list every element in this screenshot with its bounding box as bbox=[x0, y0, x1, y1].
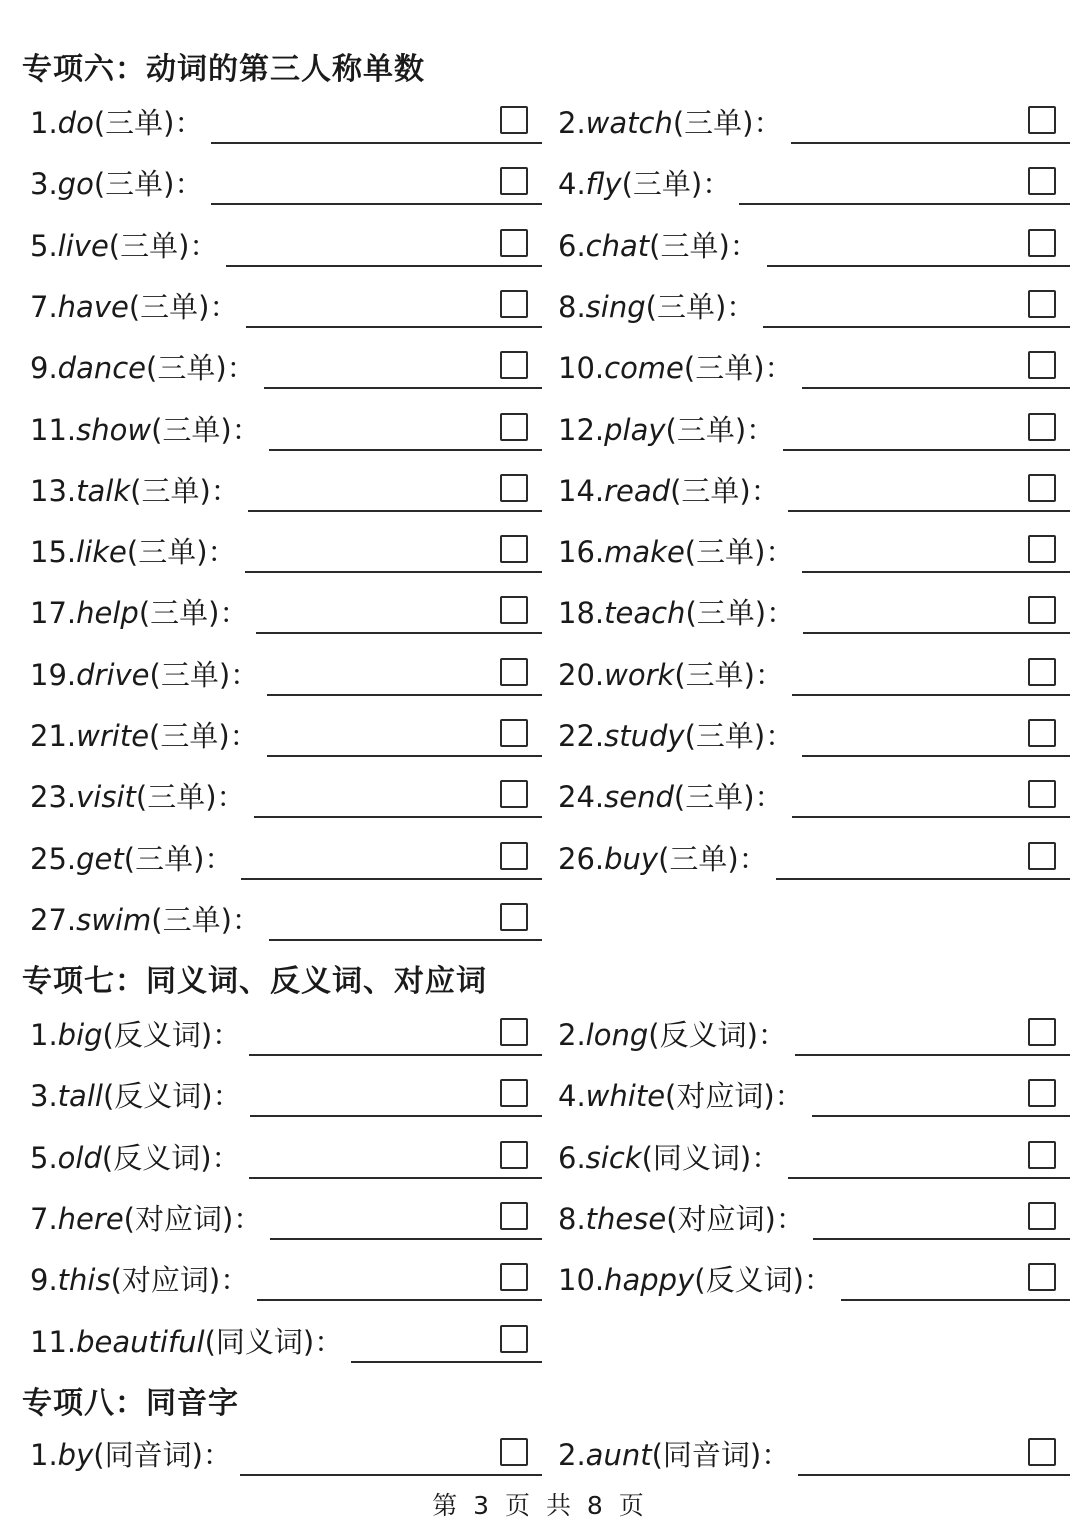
item-instruction: (对应词)： bbox=[123, 1201, 263, 1236]
exercise-item bbox=[30, 345, 542, 389]
item-number: 21. bbox=[30, 719, 77, 753]
checkbox[interactable] bbox=[500, 413, 528, 441]
exercise-label bbox=[30, 474, 240, 512]
item-word: these bbox=[585, 1201, 667, 1236]
item-instruction: (三单)： bbox=[665, 412, 776, 447]
item-word: study bbox=[604, 719, 685, 753]
item-instruction: (三单)： bbox=[674, 657, 784, 692]
exercise-item bbox=[558, 1135, 1070, 1179]
answer-blank[interactable] bbox=[248, 482, 542, 512]
exercise-item bbox=[30, 1135, 542, 1179]
answer-blank[interactable] bbox=[249, 1026, 542, 1056]
item-word: go bbox=[57, 167, 94, 202]
answer-blank[interactable] bbox=[767, 237, 1070, 267]
item-instruction: (三单)： bbox=[670, 473, 780, 508]
exercise-label bbox=[30, 1263, 249, 1301]
item-number: 2. bbox=[558, 106, 586, 140]
page-footer: 第 3 页 共 8 页 bbox=[432, 1491, 648, 1520]
answer-blank[interactable] bbox=[267, 666, 542, 696]
item-instruction: (同义词)： bbox=[204, 1324, 344, 1359]
checkbox[interactable] bbox=[1028, 719, 1056, 747]
checkbox[interactable] bbox=[1028, 1438, 1056, 1466]
item-word: beautiful bbox=[76, 1324, 205, 1359]
answer-blank[interactable] bbox=[802, 727, 1070, 757]
item-number: 18. bbox=[558, 596, 605, 631]
exercise-label bbox=[30, 229, 218, 267]
exercise-item bbox=[558, 1196, 1070, 1240]
exercise-label bbox=[558, 535, 794, 573]
item-number: 2. bbox=[558, 1438, 586, 1472]
answer-blank[interactable] bbox=[795, 1026, 1070, 1056]
answer-blank[interactable] bbox=[792, 666, 1070, 696]
section-title-8: 专项八：同音字 bbox=[22, 1386, 239, 1421]
exercise-item bbox=[558, 284, 1070, 328]
item-word: do bbox=[57, 106, 94, 140]
answer-blank[interactable] bbox=[803, 604, 1070, 634]
item-instruction: (三单)： bbox=[149, 719, 259, 753]
item-instruction: (三单)： bbox=[683, 351, 794, 386]
item-word: tall bbox=[57, 1079, 103, 1114]
answer-blank[interactable] bbox=[763, 298, 1070, 328]
answer-blank[interactable] bbox=[241, 850, 542, 880]
item-instruction: (三单)： bbox=[672, 106, 783, 140]
item-instruction: (同音词)： bbox=[93, 1438, 232, 1472]
checkbox[interactable] bbox=[1028, 1079, 1056, 1107]
exercise-item bbox=[30, 407, 542, 451]
item-number: 7. bbox=[30, 289, 58, 324]
answer-blank[interactable] bbox=[788, 1149, 1070, 1179]
item-instruction: (三单)： bbox=[684, 719, 795, 753]
item-word: sing bbox=[585, 289, 646, 324]
item-instruction: (三单)： bbox=[123, 841, 234, 876]
exercise-label bbox=[30, 596, 248, 634]
answer-blank[interactable] bbox=[226, 237, 542, 267]
checkbox[interactable] bbox=[500, 229, 528, 257]
item-number: 8. bbox=[558, 289, 586, 324]
exercise-item bbox=[558, 407, 1070, 451]
checkbox[interactable] bbox=[500, 780, 528, 808]
item-instruction: (三单)： bbox=[146, 351, 256, 386]
answer-blank[interactable] bbox=[211, 114, 542, 144]
item-number: 4. bbox=[558, 1079, 586, 1114]
item-word: help bbox=[76, 596, 139, 631]
answer-blank[interactable] bbox=[792, 788, 1070, 818]
exercise-item bbox=[30, 1196, 542, 1240]
exercise-item bbox=[558, 774, 1070, 818]
answer-blank[interactable] bbox=[788, 482, 1070, 512]
exercise-label bbox=[30, 1018, 241, 1056]
exercise-label bbox=[30, 1202, 262, 1240]
exercise-item bbox=[30, 1432, 542, 1476]
section-title-6: 专项六：动词的第三人称单数 bbox=[22, 52, 425, 87]
exercise-item bbox=[558, 1073, 1070, 1117]
checkbox[interactable] bbox=[1028, 535, 1056, 563]
checkbox[interactable] bbox=[500, 1438, 528, 1466]
exercise-label bbox=[30, 1325, 343, 1363]
checkbox[interactable] bbox=[500, 1018, 528, 1046]
exercise-item bbox=[558, 590, 1070, 634]
exercise-label bbox=[30, 1141, 241, 1179]
item-instruction: (三单)： bbox=[93, 106, 204, 140]
item-word: white bbox=[585, 1079, 666, 1114]
item-instruction: (三单)： bbox=[126, 535, 237, 570]
answer-blank[interactable] bbox=[739, 175, 1070, 205]
item-word: make bbox=[604, 535, 685, 570]
item-instruction: (三单)： bbox=[684, 535, 795, 570]
item-number: 11. bbox=[30, 412, 77, 447]
exercise-label bbox=[30, 658, 259, 696]
exercise-item bbox=[30, 223, 542, 267]
item-word: old bbox=[57, 1140, 102, 1175]
answer-blank[interactable] bbox=[256, 604, 542, 634]
exercise-item bbox=[30, 1073, 542, 1117]
checkbox[interactable] bbox=[1028, 1141, 1056, 1169]
checkbox[interactable] bbox=[500, 290, 528, 318]
exercise-item bbox=[558, 345, 1070, 389]
item-number: 7. bbox=[30, 1201, 58, 1236]
item-number: 13. bbox=[30, 473, 77, 508]
answer-blank[interactable] bbox=[798, 1446, 1070, 1476]
exercise-item bbox=[558, 652, 1070, 696]
item-word: by bbox=[57, 1438, 94, 1472]
checkbox[interactable] bbox=[500, 474, 528, 502]
item-word: drive bbox=[76, 657, 150, 692]
checkbox[interactable] bbox=[1028, 229, 1056, 257]
item-word: get bbox=[76, 841, 124, 876]
item-number: 23. bbox=[30, 780, 77, 815]
item-instruction: (同音词)： bbox=[651, 1438, 791, 1472]
item-word: watch bbox=[585, 106, 673, 140]
item-number: 1. bbox=[30, 106, 58, 140]
item-instruction: (三单)： bbox=[93, 167, 204, 202]
checkbox[interactable] bbox=[1028, 351, 1056, 379]
item-instruction: (反义词)： bbox=[101, 1140, 241, 1175]
exercise-label bbox=[30, 351, 256, 389]
exercise-item bbox=[558, 713, 1070, 757]
answer-blank[interactable] bbox=[783, 421, 1070, 451]
item-number: 3. bbox=[30, 167, 58, 202]
answer-blank[interactable] bbox=[841, 1271, 1070, 1301]
item-word: like bbox=[76, 535, 127, 570]
exercise-item bbox=[30, 1012, 542, 1056]
exercise-label bbox=[30, 1438, 232, 1476]
item-number: 5. bbox=[30, 1140, 58, 1175]
item-instruction: (反义词)： bbox=[648, 1018, 787, 1052]
checkbox[interactable] bbox=[500, 658, 528, 686]
item-instruction: (三单)： bbox=[649, 228, 759, 263]
exercise-item bbox=[558, 529, 1070, 573]
answer-blank[interactable] bbox=[267, 727, 542, 757]
item-word: work bbox=[604, 657, 675, 692]
exercise-item bbox=[558, 468, 1070, 512]
item-instruction: (三单)： bbox=[108, 228, 219, 263]
item-word: send bbox=[604, 780, 674, 815]
exercise-item bbox=[30, 1257, 542, 1301]
item-word: aunt bbox=[585, 1438, 652, 1472]
item-number: 6. bbox=[558, 1140, 586, 1175]
item-word: big bbox=[57, 1018, 103, 1052]
item-instruction: (对应词)： bbox=[666, 1201, 805, 1236]
checkbox[interactable] bbox=[500, 1079, 528, 1107]
item-word: long bbox=[585, 1018, 649, 1052]
exercise-label bbox=[558, 413, 775, 451]
answer-blank[interactable] bbox=[254, 788, 542, 818]
answer-blank[interactable] bbox=[791, 114, 1071, 144]
item-instruction: (三单)： bbox=[130, 473, 240, 508]
item-number: 20. bbox=[558, 657, 605, 692]
answer-blank[interactable] bbox=[250, 1087, 542, 1117]
exercise-label bbox=[30, 719, 259, 757]
item-number: 12. bbox=[558, 412, 605, 447]
item-number: 3. bbox=[30, 1079, 58, 1114]
answer-blank[interactable] bbox=[249, 1149, 542, 1179]
item-number: 16. bbox=[558, 535, 605, 570]
checkbox[interactable] bbox=[500, 596, 528, 624]
item-number: 6. bbox=[558, 228, 586, 263]
item-instruction: (三单)： bbox=[128, 289, 239, 324]
exercise-item bbox=[558, 1012, 1070, 1056]
item-number: 10. bbox=[558, 351, 605, 386]
item-number: 25. bbox=[30, 841, 77, 876]
item-instruction: (三单)： bbox=[685, 596, 796, 631]
exercise-item bbox=[30, 590, 542, 634]
item-number: 9. bbox=[30, 351, 58, 386]
item-word: here bbox=[57, 1201, 124, 1236]
checkbox[interactable] bbox=[500, 1141, 528, 1169]
checkbox[interactable] bbox=[500, 351, 528, 379]
item-instruction: (三单)： bbox=[135, 780, 246, 815]
checkbox[interactable] bbox=[500, 167, 528, 195]
answer-blank[interactable] bbox=[813, 1210, 1070, 1240]
item-instruction: (三单)： bbox=[645, 289, 756, 324]
item-number: 22. bbox=[558, 719, 605, 753]
checkbox[interactable] bbox=[500, 535, 528, 563]
checkbox[interactable] bbox=[500, 1263, 528, 1291]
exercise-item bbox=[558, 223, 1070, 267]
item-instruction: (三单)： bbox=[673, 780, 784, 815]
item-number: 11. bbox=[30, 1324, 77, 1359]
item-instruction: (三单)： bbox=[138, 596, 249, 631]
answer-blank[interactable] bbox=[812, 1087, 1070, 1117]
item-word: write bbox=[76, 719, 150, 753]
exercise-label bbox=[558, 842, 768, 880]
checkbox[interactable] bbox=[500, 903, 528, 931]
item-word: fly bbox=[585, 167, 622, 202]
item-instruction: (反义词)： bbox=[102, 1018, 242, 1052]
item-number: 24. bbox=[558, 780, 605, 815]
item-word: chat bbox=[585, 228, 650, 263]
item-number: 1. bbox=[30, 1438, 58, 1472]
item-word: read bbox=[604, 473, 671, 508]
item-instruction: (三单)： bbox=[658, 841, 768, 876]
item-word: visit bbox=[76, 780, 136, 815]
exercise-label bbox=[558, 1018, 787, 1056]
answer-blank[interactable] bbox=[245, 543, 542, 573]
item-instruction: (反义词)： bbox=[102, 1079, 242, 1114]
exercise-label bbox=[30, 842, 233, 880]
checkbox[interactable] bbox=[1028, 1263, 1056, 1291]
answer-blank[interactable] bbox=[211, 175, 542, 205]
item-instruction: (反义词)： bbox=[694, 1263, 833, 1298]
checkbox[interactable] bbox=[1028, 1018, 1056, 1046]
item-word: sick bbox=[585, 1140, 642, 1175]
exercise-item bbox=[558, 100, 1070, 144]
item-number: 26. bbox=[558, 841, 605, 876]
checkbox[interactable] bbox=[1028, 106, 1056, 134]
exercise-item bbox=[30, 284, 542, 328]
exercise-label bbox=[558, 474, 780, 512]
item-instruction: (三单)： bbox=[149, 657, 260, 692]
answer-blank[interactable] bbox=[246, 298, 542, 328]
item-word: this bbox=[57, 1263, 111, 1298]
checkbox[interactable] bbox=[500, 1325, 528, 1353]
item-number: 10. bbox=[558, 1263, 605, 1298]
exercise-label bbox=[30, 903, 261, 941]
exercise-item bbox=[558, 1432, 1070, 1476]
item-instruction: (三单)： bbox=[151, 902, 261, 937]
exercise-label bbox=[558, 290, 755, 328]
answer-blank[interactable] bbox=[351, 1333, 542, 1363]
checkbox[interactable] bbox=[1028, 290, 1056, 318]
exercise-label bbox=[30, 780, 246, 818]
exercise-label bbox=[558, 719, 794, 757]
exercise-label bbox=[558, 1079, 804, 1117]
answer-blank[interactable] bbox=[269, 911, 542, 941]
exercise-label bbox=[30, 290, 238, 328]
exercise-label bbox=[558, 167, 731, 205]
exercise-item bbox=[558, 836, 1070, 880]
item-word: teach bbox=[604, 596, 686, 631]
checkbox[interactable] bbox=[1028, 596, 1056, 624]
exercise-item bbox=[30, 1319, 542, 1363]
item-number: 2. bbox=[558, 1018, 586, 1052]
item-word: show bbox=[76, 412, 152, 447]
item-word: come bbox=[604, 351, 684, 386]
section-title-7: 专项七：同义词、反义词、对应词 bbox=[22, 964, 487, 999]
item-instruction: (三单)： bbox=[621, 167, 732, 202]
answer-blank[interactable] bbox=[269, 421, 542, 451]
answer-blank[interactable] bbox=[776, 850, 1070, 880]
checkbox[interactable] bbox=[1028, 413, 1056, 441]
checkbox[interactable] bbox=[500, 842, 528, 870]
item-number: 27. bbox=[30, 902, 77, 937]
item-word: happy bbox=[604, 1263, 695, 1298]
exercise-item bbox=[30, 836, 542, 880]
checkbox[interactable] bbox=[1028, 780, 1056, 808]
exercise-label bbox=[558, 1141, 780, 1179]
answer-blank[interactable] bbox=[257, 1271, 542, 1301]
item-number: 5. bbox=[30, 228, 58, 263]
checkbox[interactable] bbox=[500, 106, 528, 134]
exercise-label bbox=[558, 1438, 790, 1476]
exercise-label bbox=[30, 413, 261, 451]
item-word: dance bbox=[57, 351, 147, 386]
checkbox[interactable] bbox=[1028, 842, 1056, 870]
item-word: buy bbox=[604, 841, 659, 876]
item-word: talk bbox=[76, 473, 131, 508]
item-word: live bbox=[57, 228, 109, 263]
answer-blank[interactable] bbox=[264, 359, 542, 389]
item-word: play bbox=[604, 412, 666, 447]
checkbox[interactable] bbox=[1028, 474, 1056, 502]
exercise-item bbox=[30, 897, 542, 941]
exercise-label bbox=[558, 1263, 833, 1301]
exercise-item bbox=[30, 468, 542, 512]
exercise-item bbox=[30, 652, 542, 696]
exercise-label bbox=[558, 1202, 805, 1240]
exercise-item bbox=[30, 161, 542, 205]
exercise-label bbox=[558, 229, 759, 267]
item-number: 14. bbox=[558, 473, 605, 508]
exercise-item bbox=[558, 161, 1070, 205]
answer-blank[interactable] bbox=[802, 359, 1070, 389]
item-instruction: (同义词)： bbox=[641, 1140, 781, 1175]
exercise-label bbox=[30, 167, 203, 205]
exercise-item bbox=[30, 774, 542, 818]
item-number: 8. bbox=[558, 1201, 586, 1236]
item-instruction: (对应词)： bbox=[665, 1079, 804, 1114]
answer-blank[interactable] bbox=[240, 1446, 542, 1476]
item-number: 9. bbox=[30, 1263, 58, 1298]
item-number: 17. bbox=[30, 596, 77, 631]
exercise-label bbox=[30, 106, 203, 144]
checkbox[interactable] bbox=[1028, 1202, 1056, 1230]
exercise-item bbox=[558, 1257, 1070, 1301]
item-number: 4. bbox=[558, 167, 586, 202]
item-instruction: (对应词)： bbox=[110, 1263, 250, 1298]
item-number: 15. bbox=[30, 535, 77, 570]
exercise-item bbox=[30, 529, 542, 573]
answer-blank[interactable] bbox=[802, 543, 1070, 573]
checkbox[interactable] bbox=[500, 719, 528, 747]
exercise-label bbox=[558, 596, 795, 634]
item-number: 1. bbox=[30, 1018, 58, 1052]
item-number: 19. bbox=[30, 657, 77, 692]
exercise-item bbox=[30, 713, 542, 757]
item-word: have bbox=[57, 289, 129, 324]
exercise-label bbox=[558, 780, 784, 818]
checkbox[interactable] bbox=[1028, 167, 1056, 195]
exercise-item bbox=[30, 100, 542, 144]
exercise-label bbox=[558, 106, 783, 144]
exercise-label bbox=[30, 535, 237, 573]
item-word: swim bbox=[76, 902, 152, 937]
exercise-label bbox=[558, 351, 794, 389]
exercise-label bbox=[30, 1079, 242, 1117]
item-instruction: (三单)： bbox=[151, 412, 261, 447]
checkbox[interactable] bbox=[1028, 658, 1056, 686]
answer-blank[interactable] bbox=[270, 1210, 542, 1240]
exercise-label bbox=[558, 658, 784, 696]
checkbox[interactable] bbox=[500, 1202, 528, 1230]
